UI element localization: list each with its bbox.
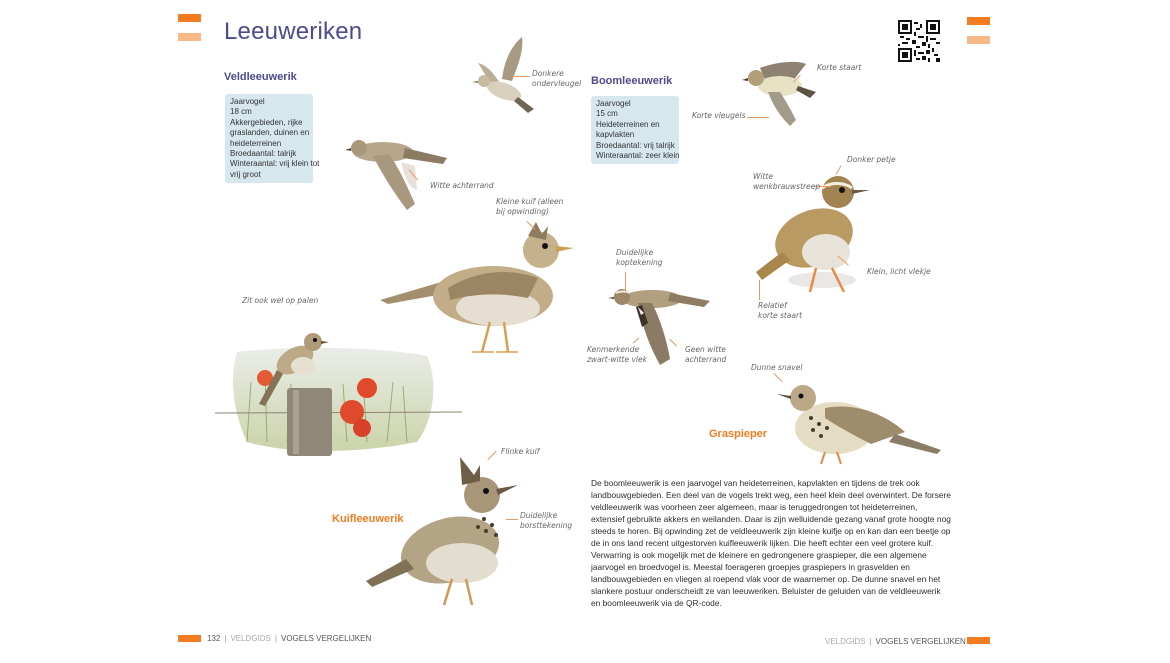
body-paragraph: De boomleeuwerik is een jaarvogel van heideterreinen, kapvlakten en tijdens de trek ook landbouwgebieden. Een deel van de vogels trekt weg, een heel klein deel overwintert. De forsere veldleeuwerik was voorheen zeer algemeen, maar is teruggedrongen tot heideterreinen, extensief gebruikte akkers en weilanden. Daar is zijn welluidende gezang vanaf grote hoogte nog steeds te horen. Bij opwinding zet de veldleeuwerik zijn kleine kuifje op en kan dan een beetje op de in ons land recent uitgestorven kuifleeuwerik lijken. Die heeft echter een veel grotere kuif. Verwarring is ook mogelijk met de kleinere en gedrongenere graspieper, die een algemene jaarvogel en broedvogel is. Meestal foerageren groepjes graspiepers in grasvelden en landbouwgebieden en vliegen al roepend vlak voor de waarnemer op. De dunne snavel en het slankere postuur onderscheidt ze van leeuweriken. Beluister de geluiden van de veldleeuwerik en boomleeuwerik via de QR-code. <box>591 478 951 608</box>
page-number-left: 132 <box>207 634 221 643</box>
annotation-relatief-korte-staart <box>758 301 802 320</box>
infobox-boomleeuwerik <box>591 96 679 164</box>
label-line: ondervleugel <box>532 78 582 88</box>
species-heading-boomleeuwerik: Boomleeuwerik <box>591 75 673 87</box>
label-line: korte staart <box>758 310 803 320</box>
footer-section-right: VELDGIDS <box>825 637 866 646</box>
species-heading-graspieper: Graspieper <box>709 428 768 440</box>
label-line: Geen witte <box>685 345 726 354</box>
info-line: Broedaantal: talrijk <box>230 149 297 159</box>
label-line: achterrand <box>685 354 727 364</box>
footer-section-left: VELDGIDS <box>230 634 271 643</box>
separator: | <box>869 637 872 646</box>
illustration-kuifleeuwerik <box>362 455 527 610</box>
infobox-veldleeuwerik <box>225 94 320 183</box>
info-line: vrij groot <box>230 169 261 179</box>
annotation-duidelijke-koptekening <box>616 248 663 267</box>
illustration-graspieper <box>775 378 945 468</box>
annotation-duidelijke-borsttekening <box>520 511 572 530</box>
info-line: kapvlakten <box>596 130 635 140</box>
label-line: bij opwinding) <box>496 206 549 216</box>
info-line: 15 cm <box>596 109 618 119</box>
annotation-zit-op-palen: Zit ook wel op palen <box>242 296 319 305</box>
footer-left <box>207 634 371 643</box>
corner-tab-top-right <box>967 17 990 25</box>
label-line: koptekening <box>616 257 663 267</box>
annotation-korte-staart: Korte staart <box>817 63 862 72</box>
corner-tab-top-left-light <box>178 33 201 41</box>
label-line: Donkere <box>532 69 564 78</box>
annotation-flinke-kuif: Flinke kuif <box>501 447 540 456</box>
leader-line <box>747 117 769 118</box>
species-heading-kuifleeuwerik: Kuifleeuwerik <box>332 513 404 525</box>
leader-line <box>625 272 626 290</box>
annotation-korte-vleugels: Korte vleugels <box>692 111 746 120</box>
footer-right <box>825 637 989 646</box>
info-line: Akkergebieden, rijke <box>230 117 303 127</box>
footer-chapter-left: VOGELS VERGELIJKEN <box>280 634 372 643</box>
footer-tab-right <box>967 637 990 644</box>
leader-line <box>506 519 518 520</box>
corner-tab-top-right-light <box>967 36 990 44</box>
species-heading-veldleeuwerik: Veldleeuwerik <box>224 71 297 83</box>
label-line: Kleine kuif (alleen <box>496 197 564 206</box>
label-line: Duidelijke <box>520 511 558 520</box>
label-line: wenkbrauwstreep <box>753 181 821 191</box>
illustration-veldleeuwerik-flying-side <box>343 138 453 213</box>
info-line: 18 cm <box>230 107 252 117</box>
label-line: Witte <box>753 172 773 181</box>
separator: | <box>224 634 227 643</box>
label-line: Duidelijke <box>616 248 654 257</box>
annotation-donkere-ondervleugel <box>532 69 581 88</box>
info-line: Jaarvogel <box>596 99 631 108</box>
label-line: zwart-witte vlek <box>587 354 647 364</box>
corner-tab-top-left <box>178 14 201 22</box>
annotation-geen-witte-achterrand <box>685 345 726 364</box>
footer-tab-left <box>178 635 201 642</box>
annotation-klein-licht-vlekje: Klein, licht vlekje <box>867 267 931 276</box>
info-line: Winteraantal: zeer klein <box>596 151 680 161</box>
label-line: borsttekening <box>520 520 573 530</box>
info-line: Broedaantal: vrij talrijk <box>596 140 675 150</box>
annotation-witte-achterrand: Witte achterrand <box>430 181 494 190</box>
annotation-kleine-kuif <box>496 197 563 216</box>
annotation-dunne-snavel: Dunne snavel <box>751 363 803 372</box>
leader-line <box>512 76 530 77</box>
info-line: Winteraantal: vrij klein tot <box>230 159 320 169</box>
annotation-donker-petje: Donker petje <box>847 155 896 164</box>
label-line: Kenmerkende <box>587 345 640 354</box>
page-title: Leeuweriken <box>224 18 363 45</box>
annotation-kenmerkende-vlek <box>587 345 647 364</box>
qr-code-icon[interactable] <box>898 20 940 62</box>
info-line: Jaarvogel <box>230 97 265 106</box>
label-line: Relatief <box>758 301 787 310</box>
footer-chapter-right: VOGELS VERGELIJKEN <box>875 637 966 646</box>
separator: | <box>274 634 277 643</box>
leader-line <box>759 280 760 300</box>
info-line: Heideterreinen en <box>596 119 660 129</box>
info-line: graslanden, duinen en <box>230 128 310 138</box>
info-line: heideterreinen <box>230 138 282 148</box>
illustration-veldleeuwerik-on-post <box>207 312 467 462</box>
annotation-witte-wenkbrauwstreep <box>753 172 820 191</box>
